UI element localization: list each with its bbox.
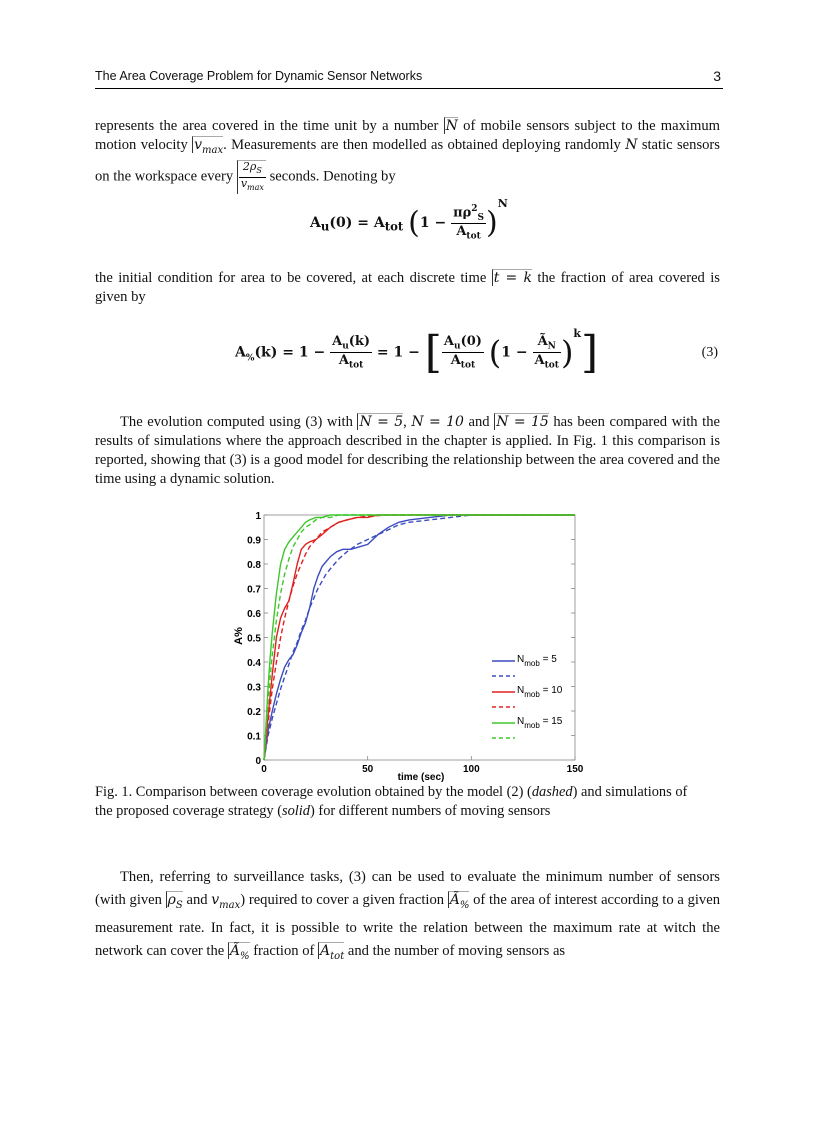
p4-text-1: Then, referring to surveillance tasks, (3) can be used to evaluate the minimum number of sensors (with given <box>95 869 720 908</box>
y-tick-label: 0.7 <box>247 584 261 596</box>
p1-text-1: represents the area covered in the time unit by a number <box>95 118 444 134</box>
A-tot: A <box>320 942 331 959</box>
eq3-tot3: tot <box>544 360 559 371</box>
eq3-tot2: tot <box>460 360 476 371</box>
eq3-Au: A <box>332 334 343 350</box>
eq3-lparen: ( <box>488 333 502 372</box>
math-N-2: N <box>625 137 638 153</box>
eq1-pirho: πρ <box>453 205 472 221</box>
math-vmax <box>192 136 224 156</box>
p4-text-3: ) required to cover a given fraction <box>240 892 448 908</box>
eq1-one: 1 − <box>419 214 447 231</box>
math-max-sub: max <box>202 144 224 156</box>
tot-sub: tot <box>330 950 345 962</box>
legend-label: $N_{mob} = 5$ <box>517 654 557 668</box>
math-vmax-2 <box>211 892 241 911</box>
eq3-Au0: A <box>443 334 455 350</box>
coverage-chart <box>230 508 590 783</box>
pct-sub-2: % <box>240 950 250 962</box>
caption-text-2: ) and simulations of the proposed coverage strategy ( <box>95 784 688 819</box>
eq3-lbracket: [ <box>424 327 442 378</box>
y-tick-label: 0 <box>255 756 261 767</box>
math-Atot <box>318 942 345 962</box>
p1-text-2: of mobile sensors subject to the maximum motion velocity <box>95 118 720 153</box>
caption-text-3: ) for different numbers of moving sensors <box>310 802 551 819</box>
eq3-frac3-num <box>533 334 561 353</box>
eq1-arg: (0) = A <box>329 214 385 231</box>
x-axis-label: time (sec) <box>397 772 445 783</box>
math-N: N <box>445 118 458 134</box>
den-max: max <box>247 183 264 193</box>
paragraph-2 <box>95 269 720 307</box>
eq3-rbracket: ] <box>581 327 599 378</box>
legend-label: $N_{mob} = 10$ <box>517 685 563 699</box>
eq1-lparen: ( <box>408 205 420 241</box>
eq3-u: u <box>342 342 349 352</box>
p4-text-4: of the area of interest according to a given measurement rate. In fact, it is possible to write the relation between the maximum rate at witch the network can cover the <box>95 892 720 959</box>
math-v: v <box>194 137 203 153</box>
eq1-frac-num: $\pi\rho^2_S$ <box>453 204 485 223</box>
equation-3 <box>235 327 598 378</box>
y-tick-label: 0.5 <box>247 633 261 645</box>
eq3-A: A <box>235 344 246 361</box>
y-axis-label: A% <box>233 627 245 645</box>
eq3-frac1-den <box>330 353 372 371</box>
p4-text-6: and the number of moving sensors as <box>344 942 566 959</box>
p3-text-4: has been compared with the results of simulations where the approach described in the chapter is applied. In Fig. 1 this comparison is reported, showing that (3) is a good model for describing the relationship between the area covered and the time using a dynamic solution. <box>95 414 721 487</box>
eq3-tot: tot <box>348 360 364 371</box>
chart-legend <box>492 654 563 738</box>
v-2: v <box>211 892 220 908</box>
math-Apct-2 <box>228 942 250 962</box>
frac-2rho-vmax <box>237 160 266 194</box>
eq1-rparen: ) <box>486 205 498 241</box>
eq1-den-tot: tot <box>466 231 481 242</box>
header-title: The Area Coverage Problem for Dynamic Sensor Networks <box>95 69 423 83</box>
math-Apct <box>448 891 470 911</box>
p1-text-3: . Measurements are then modelled as obtained deploying randomly <box>223 137 626 153</box>
paragraph-1 <box>95 117 720 194</box>
eq3-Atot2: A <box>450 353 461 368</box>
equation-initial-area <box>310 197 508 242</box>
eq3-k: (k) <box>348 334 371 350</box>
eq3-argk: (k) = 1 − <box>254 344 326 361</box>
eq3-frac2-num <box>442 334 484 353</box>
p2-text-1: the initial condition for area to be covered, at each discrete time <box>95 270 492 286</box>
y-tick-label: 0.2 <box>247 707 261 718</box>
y-tick-label: 0.3 <box>247 682 261 694</box>
eq3-exp: k <box>573 326 582 340</box>
eq3-Nsub: N <box>547 342 556 352</box>
page-number: 3 <box>713 68 721 84</box>
p4-text-2: and <box>182 892 212 908</box>
eq1-u: u <box>320 219 330 234</box>
eq3-frac-3 <box>533 334 561 370</box>
rho: ρ <box>167 892 176 908</box>
eq3-Atot3: A <box>534 353 545 368</box>
frac-den <box>239 178 266 194</box>
den-v: v <box>240 176 248 190</box>
eq1-sub-s: S <box>477 212 485 223</box>
eq3-AN: Ã <box>537 334 548 350</box>
p2-text-2: the fraction of area covered is given by <box>95 270 720 305</box>
y-tick-label: 0.6 <box>247 609 261 620</box>
equation-number: (3) <box>701 345 718 360</box>
eq3-frac3-den <box>533 353 561 371</box>
x-tick-label: 50 <box>362 764 374 775</box>
max-sub-2: max <box>219 899 241 911</box>
paragraph-3 <box>95 413 720 489</box>
y-tick-label: 0.8 <box>247 560 261 571</box>
eq3-rparen: ) <box>560 333 574 372</box>
math-rho-s <box>166 891 183 911</box>
paragraph-4 <box>95 866 720 968</box>
y-tick-label: 0.1 <box>247 731 261 743</box>
p4-text-5: fraction of <box>249 942 319 959</box>
y-tick-label: 0.4 <box>247 658 261 669</box>
caption-solid: solid <box>282 802 311 819</box>
caption-dashed: dashed <box>531 784 573 800</box>
sub-s: S <box>256 165 262 175</box>
eq1-A: A <box>310 214 321 231</box>
pct-sub: % <box>459 899 470 911</box>
x-tick-label: 0 <box>261 764 267 775</box>
two-rho: 2ρ <box>242 159 257 173</box>
p3-text-3: and <box>463 414 495 430</box>
eq3-u0: u <box>454 342 461 352</box>
legend-label: $N_{mob} = 15$ <box>517 716 563 730</box>
math-N5: N = 5 <box>359 414 404 430</box>
eq1-den-A: A <box>456 223 467 239</box>
eq3-frac-2 <box>442 334 484 370</box>
A-tilde-2: Ã <box>229 942 241 959</box>
caption-text-1: Fig. 1. Comparison between coverage evolution obtained by the model (2) ( <box>95 784 532 800</box>
A-tilde: Ã <box>449 892 460 908</box>
p1-text-4: static sensors on the workspace every <box>95 137 720 185</box>
eq3-0: (0) <box>460 334 482 350</box>
p3-text-1: The evolution computed using (3) with <box>120 414 358 430</box>
eq3-frac2-den <box>442 353 484 371</box>
x-tick-label: 150 <box>566 764 584 775</box>
figure-caption <box>95 783 695 820</box>
y-tick-label: 1 <box>255 511 261 522</box>
math-N10: N = 10 <box>411 414 464 430</box>
eq1-frac-den <box>451 224 486 242</box>
eq1-tot: tot <box>384 219 404 234</box>
eq1-exp: N <box>497 197 508 211</box>
math-t-eq-k: t = k <box>493 270 532 286</box>
eq1-frac <box>451 204 486 242</box>
p3-text-2: , <box>403 414 412 430</box>
p1-text-5: seconds. Denoting by <box>265 168 396 185</box>
math-N15: N = 15 <box>496 414 549 430</box>
eq3-frac1-num <box>330 334 372 353</box>
x-tick-label: 100 <box>462 764 480 775</box>
frac-num <box>239 161 266 178</box>
eq3-eq: = 1 − <box>376 344 420 361</box>
running-header <box>95 68 723 89</box>
eq3-one: 1 − <box>501 344 528 361</box>
y-tick-label: 0.9 <box>247 535 261 547</box>
eq3-pct: % <box>245 353 255 364</box>
rho-sub-s: S <box>175 899 183 911</box>
eq3-frac-1 <box>330 334 372 370</box>
eq3-Atot: A <box>338 353 349 368</box>
